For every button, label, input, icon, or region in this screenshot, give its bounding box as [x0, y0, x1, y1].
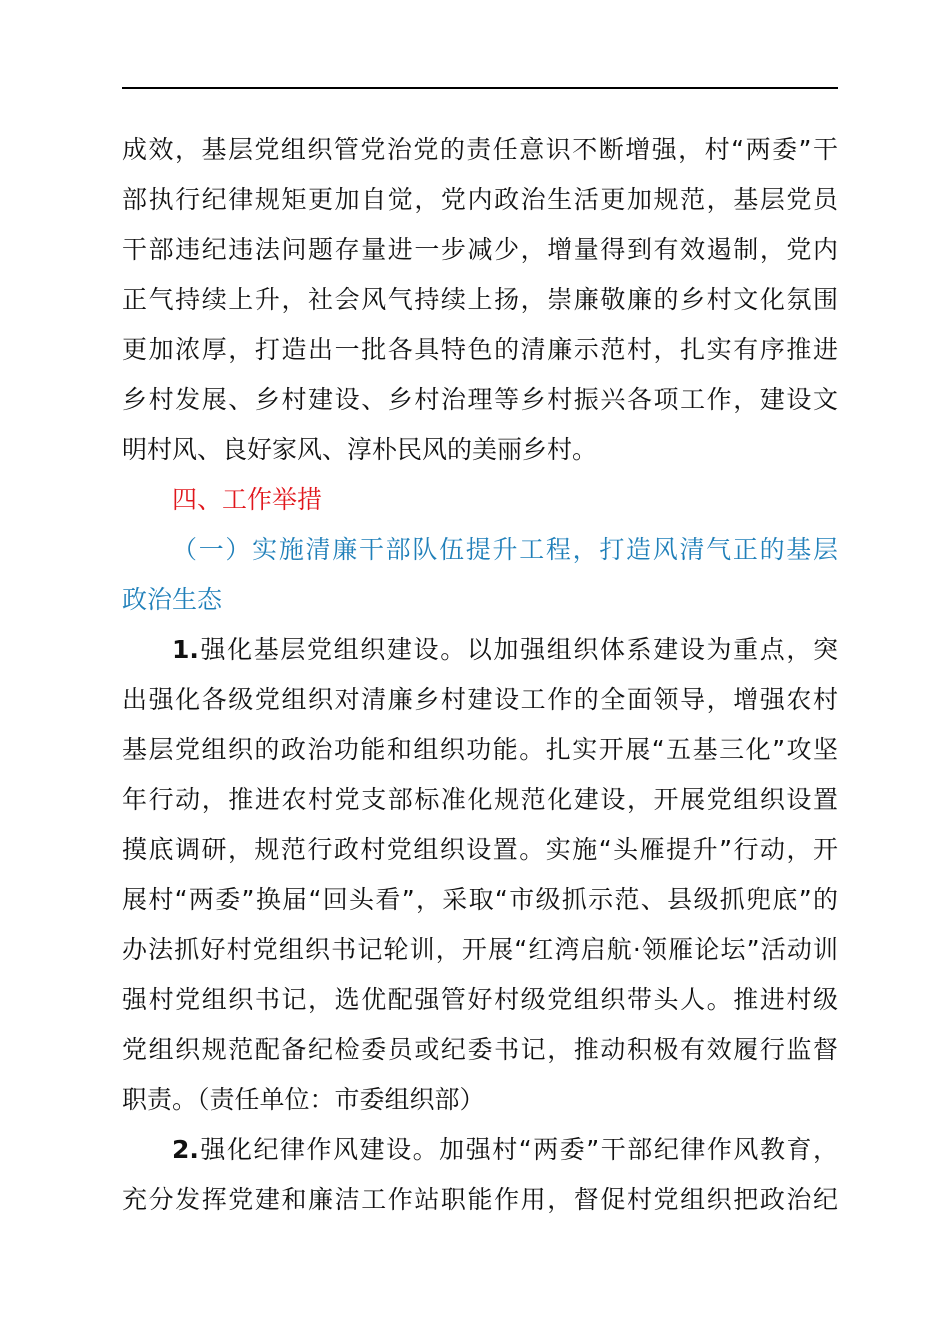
text-line: 办法抓好村党组织书记轮训，开展“红湾启航·领雁论坛”活动训	[122, 935, 838, 964]
text-line: 干部违纪违法问题存量进一步减少，增量得到有效遏制，党内	[122, 235, 838, 264]
paragraph-intro	[122, 125, 838, 475]
text-line: 成效，基层党组织管党治党的责任意识不断增强，村“两委”干	[122, 135, 838, 164]
text-line: 年行动，推进农村党支部标准化规范化建设，开展党组织设置	[122, 785, 838, 814]
text-line: 政治生态	[122, 585, 223, 614]
item-number: 1.	[172, 635, 199, 664]
text-line: 职责。（责任单位：市委组织部）	[122, 1085, 485, 1114]
text-line: 基层党组织的政治功能和组织功能。扎实开展“五基三化”攻坚	[122, 735, 838, 764]
header-rule	[122, 87, 838, 89]
text-line: 党组织规范配备纪检委员或纪委书记，推动积极有效履行监督	[122, 1035, 838, 1064]
item-title-text: 强化纪律作风建设。加强村“两委”干部纪律作风教育，	[198, 1135, 838, 1164]
text-line: （一）实施清廉干部队伍提升工程，打造风清气正的基层	[172, 535, 838, 564]
text-line: 摸底调研，规范行政村党组织设置。实施“头雁提升”行动，开	[122, 835, 838, 864]
text-line: 出强化各级党组织对清廉乡村建设工作的全面领导，增强农村	[122, 685, 838, 714]
text-line: 展村“两委”换届“回头看”，采取“市级抓示范、县级抓兜底”的	[122, 885, 838, 914]
text-line: 明村风、良好家风、淳朴民风的美丽乡村。	[122, 435, 598, 464]
item-1	[122, 625, 838, 1125]
item-number: 2.	[172, 1135, 199, 1164]
document-body	[122, 125, 838, 1225]
text-line: 强村党组织书记，选优配强管好村级党组织带头人。推进村级	[122, 985, 838, 1014]
item-title-text: 强化基层党组织建设。以加强组织体系建设为重点，突	[198, 635, 838, 664]
item-first-line	[122, 625, 838, 675]
text-line: 部执行纪律规矩更加自觉，党内政治生活更加规范，基层党员	[122, 185, 838, 214]
item-first-line	[122, 1125, 838, 1175]
text-line: 更加浓厚，打造出一批各具特色的清廉示范村，扎实有序推进	[122, 335, 838, 364]
subsection-heading	[122, 525, 838, 625]
item-2	[122, 1125, 838, 1225]
text-line: 充分发挥党建和廉洁工作站职能作用，督促村党组织把政治纪	[122, 1185, 838, 1214]
section-heading: 四、工作举措	[172, 485, 323, 514]
text-line: 正气持续上升，社会风气持续上扬，崇廉敬廉的乡村文化氛围	[122, 285, 838, 314]
text-line: 乡村发展、乡村建设、乡村治理等乡村振兴各项工作，建设文	[122, 385, 838, 414]
